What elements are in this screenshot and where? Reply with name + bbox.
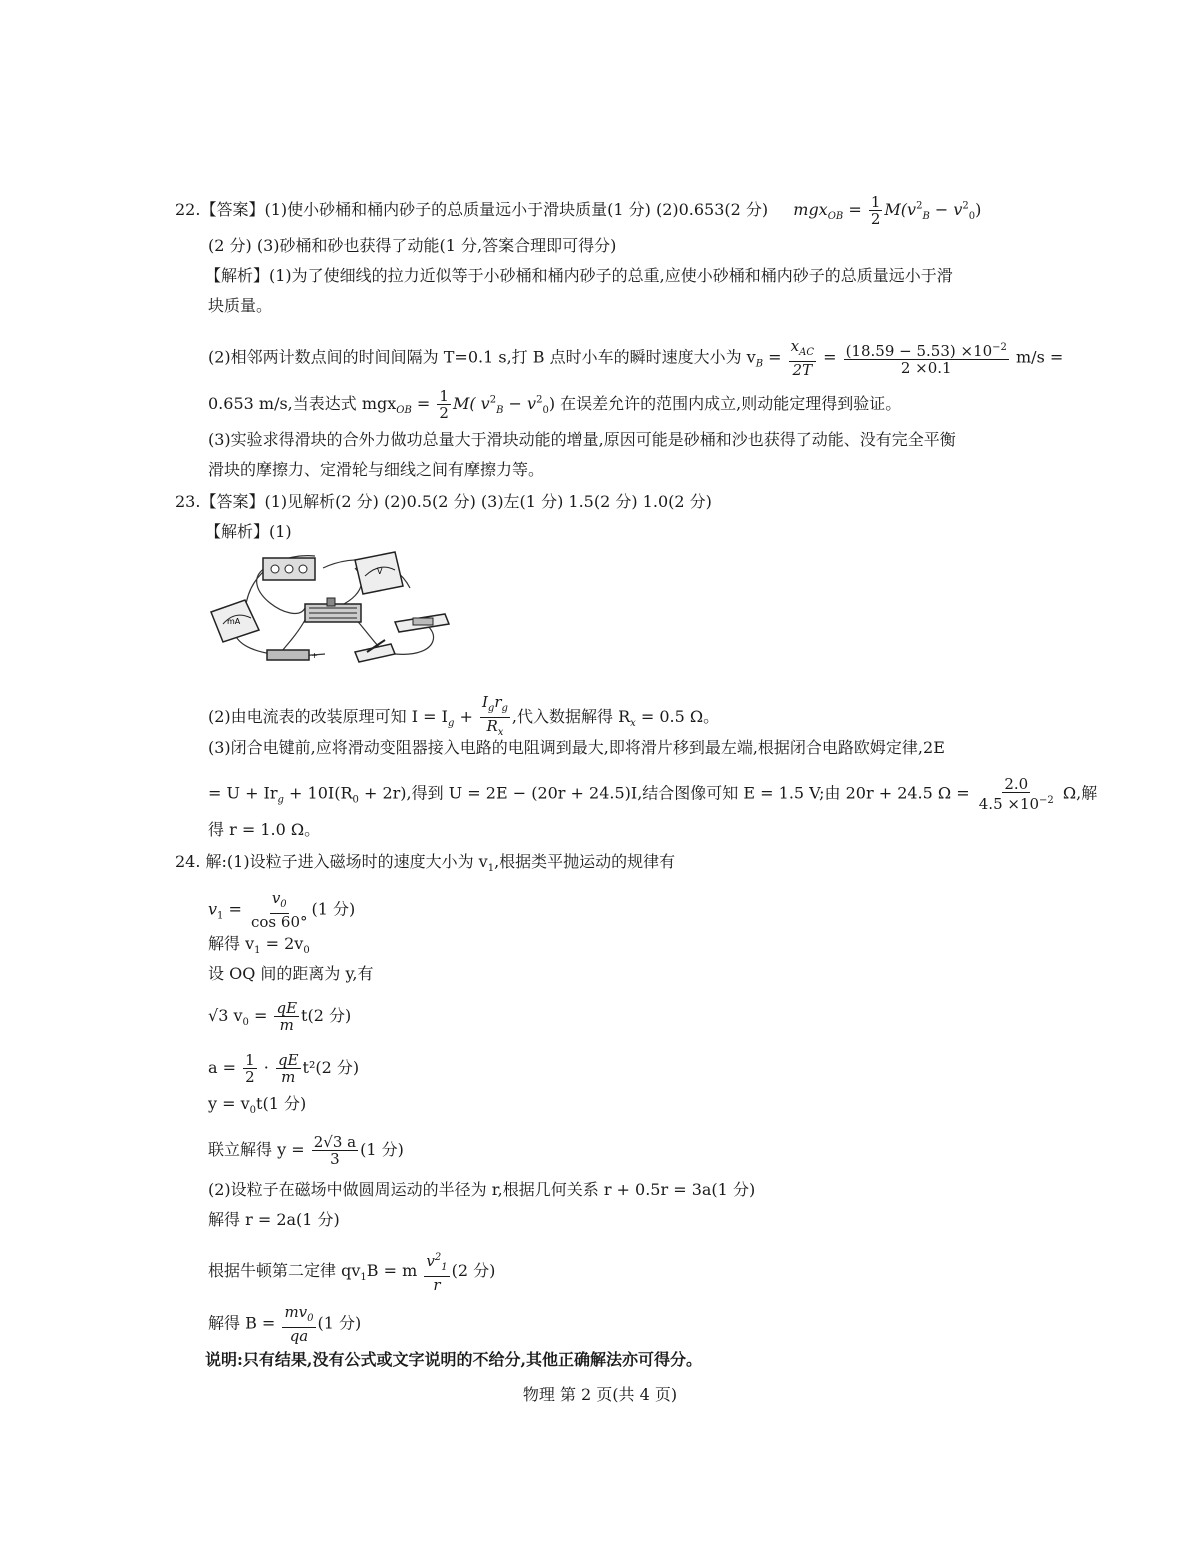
q24-eq2-pre: 解得 v [208, 934, 255, 953]
q24-eq10-mid: B = m [366, 1261, 418, 1280]
q24-eq7 [208, 1134, 404, 1167]
q23-analysis-2-end: = 0.5 Ω。 [640, 707, 720, 726]
q24-eq5-num1: 1 [245, 1051, 255, 1069]
milliammeter-label: mA [227, 617, 241, 626]
q22-analysis-2b-pre: 0.653 m/s,当表达式 mgx [208, 394, 397, 413]
q22-analysis-2b-post: 在误差允许的范围内成立,则动能定理得到验证。 [560, 394, 902, 413]
circuit-diagram [205, 548, 455, 668]
q23-analysis-2: (2)由电流表的改装原理可知 $I = I_g$ + $\frac{I_gr_g}{R_x}$ ,代入数据解得 $R_x = 0.5$ Ω。 [208, 693, 720, 738]
q24-eq7-num: 2√3 a [313, 1133, 357, 1151]
q24-eq7-pre: 联立解得 y = [208, 1140, 305, 1159]
q24-intro-post: ,根据类平抛运动的规律有 [494, 852, 676, 871]
q24-eq4-pre: √3 v [208, 1006, 243, 1025]
q23-analysis-3b: = $U + Ir_g + 10I(R_0 + 2r)$,得到 U = 2E − (20r + 24.5)I,结合图像可知 E = 1.5 V;由 20r + 24.5 Ω = $\frac{2.0}{4.5 \times 10^{-2}}$ Ω,解 [208, 775, 1098, 813]
q24-eq9: 解得 r = 2a(1 分) [208, 1210, 340, 1229]
q22-formula-eq: = [848, 200, 862, 219]
q24-eq5-den1: 2 [245, 1068, 255, 1086]
q23-analysis-3b-mid: + 10I(R [289, 783, 353, 803]
q24-eq10-pre: 根据牛顿第二定律 qv [208, 1261, 361, 1280]
q24-eq11-num: mv [284, 1303, 308, 1321]
q22-analysis-1b: 块质量。 [208, 296, 273, 315]
milliammeter-icon [211, 600, 259, 642]
q24-intro-pre: 24. 解:(1)设粒子进入磁场时的速度大小为 v [175, 852, 488, 871]
q24-eq6-post: t(1 分) [256, 1094, 307, 1113]
q24-eq4-den: m [279, 1016, 294, 1034]
q24-eq7-den: 3 [330, 1150, 340, 1168]
q24-eq2: 解得 $v_1 = 2v_0$ [208, 934, 310, 957]
q24-eq11-score: (1 分) [317, 1313, 362, 1333]
q23-answer: 23.【答案】(1)见解析(2 分) (2)0.5(2 分) (3)左(1 分) 1.5(2 分) 1.0(2 分) [175, 492, 712, 511]
q24-eq10-den: r [433, 1276, 441, 1294]
q22-analysis-2-num: (18.59 − 5.53) ×10 [845, 342, 993, 360]
resistor-icon [395, 614, 449, 632]
q22-analysis-2b: 0.653 m/s,当表达式 mgx$_{OB}$ = $\frac{1}{2}$ M( $v^2_B - v^2_0$) 在误差允许的范围内成立,则动能定理得到验证。 [208, 387, 902, 422]
q24-eq4-num: qE [276, 999, 298, 1017]
q22-answer-line2: (2 分) (3)砂桶和砂也获得了动能(1 分,答案合理即可得分) [208, 236, 617, 255]
q22-analysis-3b: 滑块的摩擦力、定滑轮与细线之间有摩擦力等。 [208, 460, 545, 479]
q24-eq11: 解得 B = $\frac{mv_0}{qa}$ (1 分) [208, 1303, 362, 1345]
q24-eq2-post: = 2v [260, 934, 304, 953]
q24-eq4-mid: = [248, 1006, 268, 1025]
q23-analysis-1: 【解析】(1) [205, 522, 292, 541]
q22-analysis-3a: (3)实验求得滑块的合外力做功总量大于滑块动能的增量,原因可能是砂桶和沙也获得了动能、没有完全平衡 [208, 430, 956, 449]
q24-eq6: $y = v_0t(1$ 分) [208, 1094, 307, 1117]
q23-analysis-3c: 得 r = 1.0 Ω。 [208, 820, 321, 839]
q22-answer-line1 [175, 194, 981, 227]
q24-eq4: √3 $v_0$ = $\frac{qE}{m}$ t(2 分) [208, 999, 352, 1034]
q22-answer-formula: mgx$_{OB}$ = $\frac{1}{2}$ $M(v^2_B - v^2_0)$ [793, 193, 982, 228]
q23-analysis-3b-pre: = U + Ir [208, 783, 278, 803]
page-footer: 物理 第 2 页(共 4 页) [522, 1385, 678, 1404]
q23-analysis-3b-den: 4.5 ×10 [978, 795, 1040, 813]
q23-analysis-3b-num: 2.0 [1004, 775, 1029, 793]
q24-eq6-pre: y = v [208, 1094, 250, 1113]
q24-eq7-score: (1 分) [360, 1140, 404, 1159]
q24-eq3: 设 OQ 间的距离为 y,有 [208, 964, 374, 983]
q24-intro: 24. 解:(1)设粒子进入磁场时的速度大小为 $v_1$,根据类平抛运动的规律有 [175, 852, 676, 875]
q24-eq5-dot: · [263, 1058, 269, 1077]
q24-eq4-score: t(2 分) [301, 1006, 352, 1025]
q24-note: 说明:只有结果,没有公式或文字说明的不给分,其他正确解法亦可得分。 [205, 1350, 703, 1369]
q23-analysis-3b-mid2: + 2r),得到 U = 2E − (20r + 24.5)I,结合图像可知 E = 1.5 V;由 20r + 24.5 Ω = [363, 783, 970, 803]
q22-analysis-1a: 【解析】(1)为了使细线的拉力近似等于小砂桶和桶内砂子的总重,应使小砂桶和桶内砂子的总质量远小于滑 [205, 266, 953, 285]
q24-eq5-den2: m [281, 1068, 296, 1086]
q24-eq5 [208, 1052, 359, 1085]
q22-formula-mgx: mgx [793, 200, 828, 219]
q22-formula-mv: M(v [884, 200, 917, 219]
rheostat-icon [305, 598, 361, 622]
battery-icon [267, 650, 318, 660]
q22-analysis-2-pre: (2)相邻两计数点间的时间间隔为 T=0.1 s,打 B 点时小车的瞬时速度大小为 v [208, 347, 756, 367]
voltmeter-label: V [377, 567, 383, 576]
q24-eq11-den: qa [289, 1327, 309, 1345]
q24-eq1-num: v [271, 889, 281, 907]
q24-eq1-den: cos 60° [251, 913, 308, 931]
q23-analysis-2-post: ,代入数据解得 R [511, 707, 631, 726]
q24-eq10-num: v [426, 1252, 435, 1270]
q23-analysis-2-pre: (2)由电流表的改装原理可知 I = I [208, 707, 448, 726]
q22-answer-text: 22.【答案】(1)使小砂桶和桶内砂子的总质量远小于滑块质量(1 分) (2)0.653(2 分) [175, 200, 769, 219]
q24-eq5-num2: qE [277, 1051, 299, 1069]
q22-analysis-2-den: 2 ×0.1 [900, 359, 952, 377]
q23-analysis-3b-post: Ω,解 [1062, 783, 1098, 803]
q22-analysis-2-post: m/s = [1016, 347, 1064, 367]
q24-eq1-score: (1 分) [311, 899, 356, 919]
q24-eq5-score: t²(2 分) [302, 1058, 360, 1077]
q24-eq8: (2)设粒子在磁场中做圆周运动的半径为 r,根据几何关系 r + 0.5r = 3a(1 分) [208, 1180, 756, 1199]
q22-analysis-2: (2)相邻两计数点间的时间间隔为 T=0.1 s,打 B 点时小车的瞬时速度大小为 $v_B$ = $\frac{x_{AC}}{2T}$ = $\frac{(18.59 - 5.53) \times 10^{-2}}{2 \times 0.1}$ m/s = [208, 337, 1064, 379]
voltmeter-icon [355, 552, 403, 594]
svg-text:+: + [311, 651, 318, 660]
q24-eq5-pre: a = [208, 1058, 237, 1077]
q24-eq1: $v_1$ = $\frac{v_0}{\cos 60^\circ}$ (1 分) [208, 889, 356, 931]
q24-eq10: 根据牛顿第二定律 $qv_1B = m$ $\frac{v^2_1}{r}$ (2 分) [208, 1252, 496, 1294]
q22-formula-close: ) [975, 200, 982, 219]
q24-eq11-pre: 解得 B = [208, 1313, 276, 1333]
q23-analysis-3a: (3)闭合电键前,应将滑动变阻器接入电路的电阻调到最大,即将滑片移到最左端,根据闭合电路欧姆定律,2E [208, 738, 945, 757]
q22-formula-minus: − v [929, 200, 963, 219]
battery-box-icon [263, 558, 315, 580]
q24-eq10-score: (2 分) [451, 1261, 496, 1280]
